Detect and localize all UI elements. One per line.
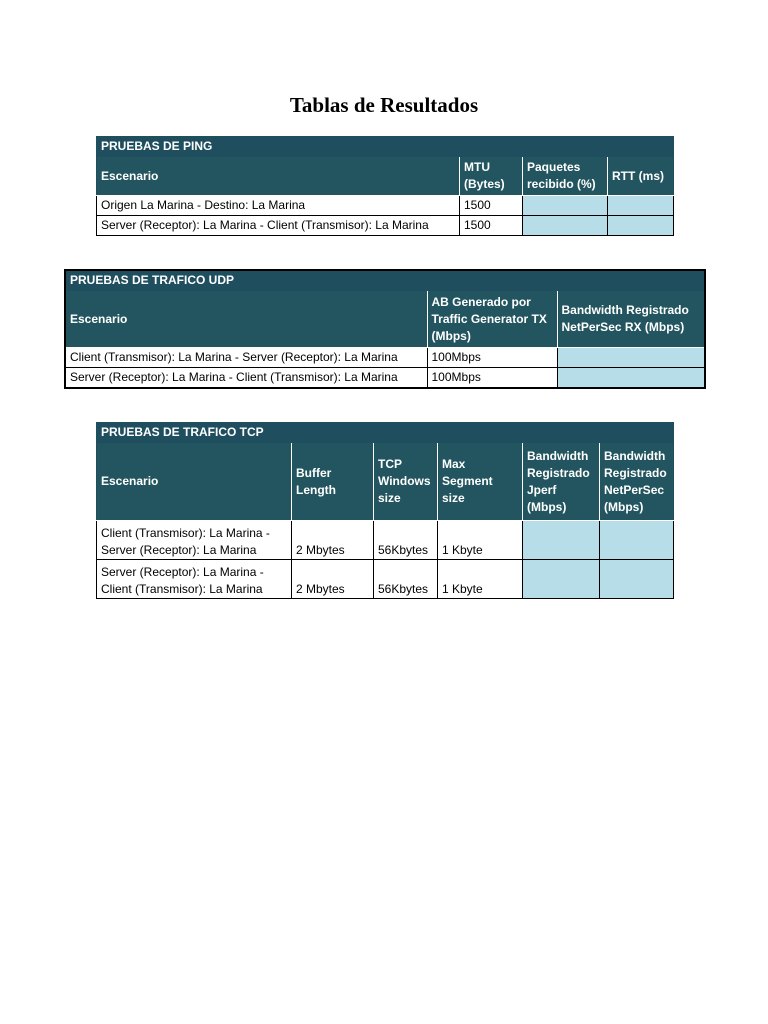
- ping-cell-paquetes[interactable]: [523, 216, 608, 236]
- udp-cell-bandwidth[interactable]: [557, 348, 705, 368]
- udp-cell-bandwidth[interactable]: [557, 368, 705, 389]
- ping-cell-escenario: Origen La Marina - Destino: La Marina: [97, 196, 460, 216]
- table-row: [97, 560, 674, 599]
- udp-cell-ab-generado: 100Mbps: [427, 348, 557, 368]
- tcp-header-bandwidth-jperf: Bandwidth Registrado Jperf (Mbps): [523, 443, 600, 521]
- ping-results-table: [96, 136, 674, 236]
- ping-section-title: PRUEBAS DE PING: [97, 137, 674, 157]
- tcp-cell-bandwidth-jperf[interactable]: [523, 560, 600, 599]
- tcp-cell-escenario: Server (Receptor): La Marina - Client (Transmisor): La Marina: [97, 560, 292, 599]
- ping-cell-mtu: 1500: [460, 216, 523, 236]
- udp-header-escenario: Escenario: [65, 291, 427, 348]
- udp-cell-escenario: Server (Receptor): La Marina - Client (Transmisor): La Marina: [65, 368, 427, 389]
- tcp-section-title: PRUEBAS DE TRAFICO TCP: [97, 423, 674, 443]
- tcp-results-table: [96, 422, 674, 599]
- table-row: [65, 368, 705, 389]
- ping-cell-rtt[interactable]: [608, 196, 674, 216]
- tcp-cell-escenario: Client (Transmisor): La Marina - Server (Receptor): La Marina: [97, 521, 292, 560]
- udp-cell-escenario: Client (Transmisor): La Marina - Server (Receptor): La Marina: [65, 348, 427, 368]
- tcp-cell-bandwidth-netpersec[interactable]: [600, 560, 674, 599]
- ping-cell-escenario: Server (Receptor): La Marina - Client (Transmisor): La Marina: [97, 216, 460, 236]
- udp-header-bandwidth: Bandwidth Registrado NetPerSec RX (Mbps): [557, 291, 705, 348]
- tcp-cell-segment-size: 1 Kbyte: [438, 521, 523, 560]
- table-row: [65, 348, 705, 368]
- tcp-header-escenario: Escenario: [97, 443, 292, 521]
- ping-header-mtu: MTU (Bytes): [460, 157, 523, 196]
- tcp-cell-bandwidth-netpersec[interactable]: [600, 521, 674, 560]
- tcp-cell-windows-size: 56Kbytes: [374, 560, 438, 599]
- tcp-header-buffer-length: Buffer Length: [292, 443, 374, 521]
- table-row: [97, 196, 674, 216]
- tcp-cell-buffer-length: 2 Mbytes: [292, 560, 374, 599]
- ping-header-rtt: RTT (ms): [608, 157, 674, 196]
- tcp-cell-windows-size: 56Kbytes: [374, 521, 438, 560]
- tcp-header-segment-size: Max Segment size: [438, 443, 523, 521]
- tcp-cell-buffer-length: 2 Mbytes: [292, 521, 374, 560]
- ping-cell-mtu: 1500: [460, 196, 523, 216]
- table-row: [97, 521, 674, 560]
- tcp-cell-segment-size: 1 Kbyte: [438, 560, 523, 599]
- ping-cell-paquetes[interactable]: [523, 196, 608, 216]
- udp-results-table: [64, 269, 706, 389]
- ping-header-paquetes: Paquetes recibido (%): [523, 157, 608, 196]
- ping-cell-rtt[interactable]: [608, 216, 674, 236]
- page-title: Tablas de Resultados: [289, 93, 479, 117]
- tcp-header-bandwidth-netpersec: Bandwidth Registrado NetPerSec (Mbps): [600, 443, 674, 521]
- udp-section-title: PRUEBAS DE TRAFICO UDP: [65, 270, 705, 291]
- tcp-cell-bandwidth-jperf[interactable]: [523, 521, 600, 560]
- udp-header-ab-generado: AB Generado por Traffic Generator TX (Mbps): [427, 291, 557, 348]
- ping-header-escenario: Escenario: [97, 157, 460, 196]
- table-row: [97, 216, 674, 236]
- tcp-header-windows-size: TCP Windows size: [374, 443, 438, 521]
- udp-cell-ab-generado: 100Mbps: [427, 368, 557, 389]
